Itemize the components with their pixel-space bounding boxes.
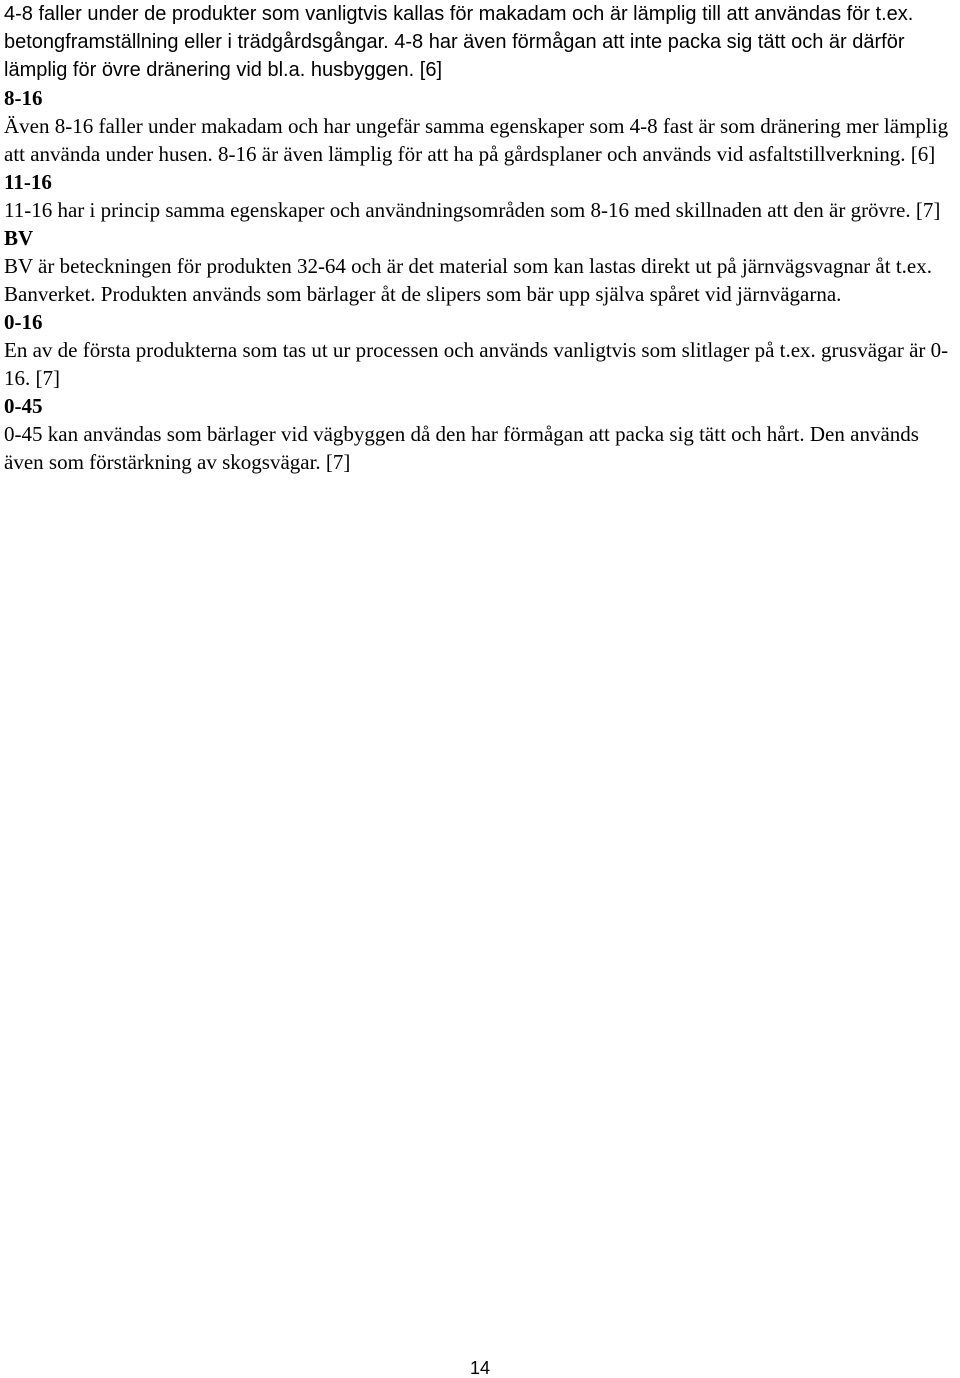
section-heading-11-16: 11-16	[4, 170, 52, 194]
section-heading-0-45: 0-45	[4, 394, 43, 418]
section-body-0-45: 0-45 kan användas som bärlager vid vägbyggen då den har förmågan att packa sig tätt och hårt. Den används även som förstärkning av skogsvägar. [7]	[4, 422, 919, 474]
section-heading-0-16: 0-16	[4, 310, 43, 334]
page-number: 14	[469, 1358, 491, 1378]
section-body-11-16: 11-16 har i princip samma egenskaper och användningsområden som 8-16 med skillnaden att den är grövre. [7]	[4, 198, 941, 222]
section-body-0-16: En av de första produkterna som tas ut ur processen och används vanligtvis som slitlager på t.ex. grusvägar är 0-16. [7]	[4, 338, 949, 390]
document-page	[4, 0, 956, 476]
intro-paragraph: 4-8 faller under de produkter som vanligtvis kallas för makadam och är lämplig till att användas för t.ex. betongframställning eller i trädgårdsgångar. 4-8 har även förmågan att inte packa sig tätt och är därför lämplig för övre dränering vid bl.a. husbyggen. [6]	[4, 3, 914, 81]
section-heading-8-16: 8-16	[4, 86, 43, 110]
section-heading-bv: BV	[4, 226, 34, 250]
section-body-bv: BV är beteckningen för produkten 32-64 och är det material som kan lastas direkt ut på järnvägsvagnar åt t.ex. Banverket. Produkten används som bärlager åt de slipers som bär upp själva spåret vid järnvägarna.	[4, 254, 932, 306]
section-body-8-16: Även 8-16 faller under makadam och har ungefär samma egenskaper som 4-8 fast är som dränering mer lämplig att använda under husen. 8-16 är även lämplig för att ha på gårdsplaner och används vid asfaltstillverkning. [6]	[4, 114, 949, 166]
